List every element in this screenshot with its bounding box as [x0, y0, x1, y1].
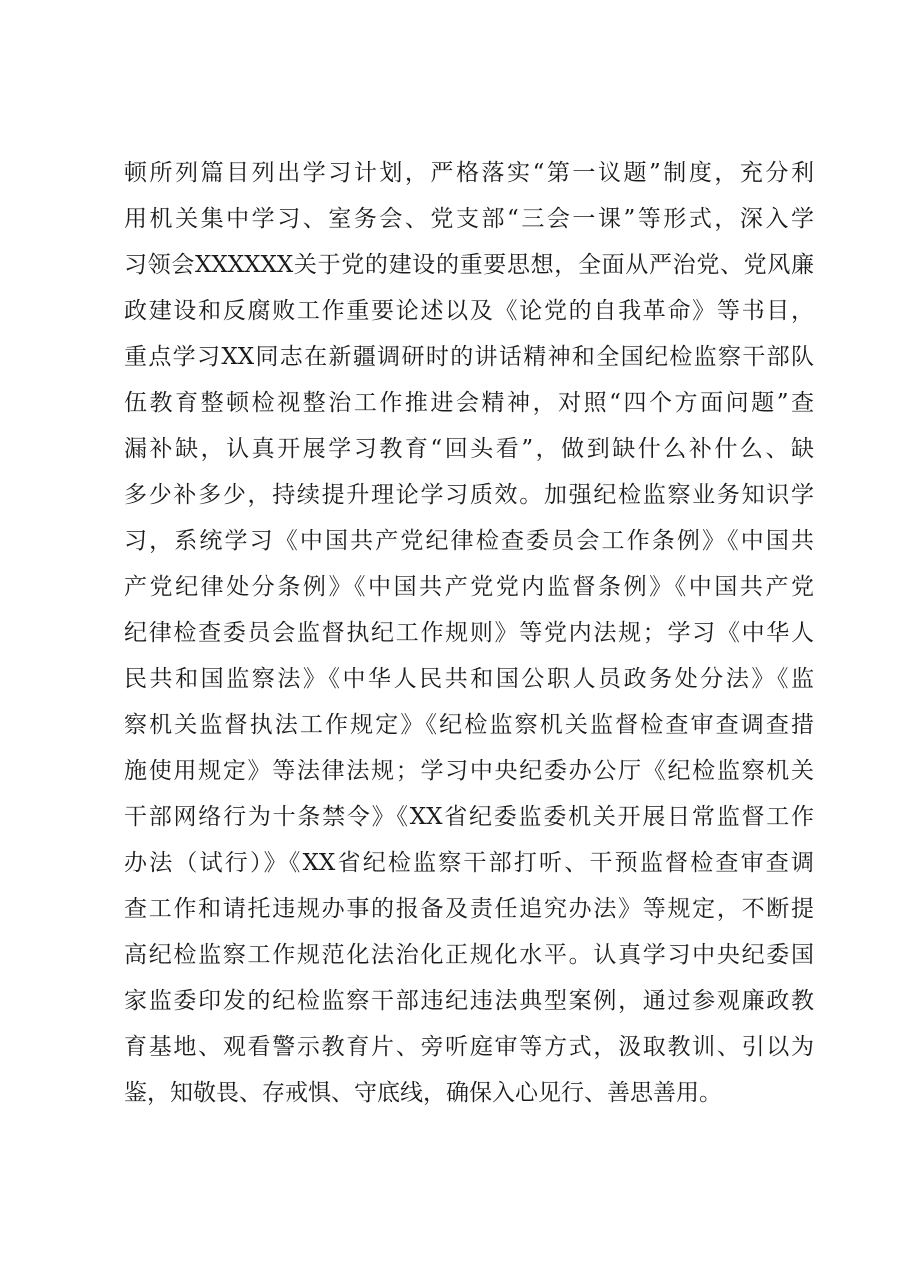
paragraph-line-3: 习领会XXXXXX关于党的建设的重要思想，全面从严治党、党风廉: [124, 252, 814, 278]
paragraph-line-10: 产党纪律处分条例》《中国共产党党内监督条例》《中国共产党: [124, 574, 814, 600]
body-paragraph: [124, 150, 814, 1116]
paragraph-line-14: 施使用规定》等法律法规；学习中央纪委办公厅《纪检监察机关: [124, 758, 814, 784]
paragraph-line-7: 漏补缺，认真开展学习教育“回头看”，做到缺什么补什么、缺: [124, 436, 814, 462]
paragraph-line-13: 察机关监督执法工作规定》《纪检监察机关监督检查审查调查措: [124, 712, 814, 738]
paragraph-line-19: 家监委印发的纪检监察干部违纪违法典型案例，通过参观廉政教: [124, 988, 814, 1014]
paragraph-line-15: 干部网络行为十条禁令》《XX省纪委监委机关开展日常监督工作: [124, 804, 814, 830]
paragraph-line-4: 政建设和反腐败工作重要论述以及《论党的自我革命》等书目，: [124, 298, 814, 324]
paragraph-line-11: 纪律检查委员会监督执纪工作规则》等党内法规；学习《中华人: [124, 620, 814, 646]
paragraph-line-21: 鉴，知敬畏、存戒惧、守底线，确保入心见行、善思善用。: [124, 1080, 722, 1106]
paragraph-line-20: 育基地、观看警示教育片、旁听庭审等方式，汲取教训、引以为: [124, 1034, 814, 1060]
paragraph-line-2: 用机关集中学习、室务会、党支部“三会一课”等形式，深入学: [124, 206, 814, 232]
paragraph-line-17: 查工作和请托违规办事的报备及责任追究办法》等规定，不断提: [124, 896, 814, 922]
paragraph-line-18: 高纪检监察工作规范化法治化正规化水平。认真学习中央纪委国: [124, 942, 814, 968]
paragraph-line-6: 伍教育整顿检视整治工作推进会精神，对照“四个方面问题”查: [124, 390, 814, 416]
paragraph-line-9: 习，系统学习《中国共产党纪律检查委员会工作条例》《中国共: [124, 528, 814, 554]
paragraph-line-8: 多少补多少，持续提升理论学习质效。加强纪检监察业务知识学: [124, 482, 814, 508]
paragraph-line-16: 办法（试行）》《XX省纪检监察干部打听、干预监督检查审查调: [124, 850, 814, 876]
paragraph-line-1: 顿所列篇目列出学习计划，严格落实“第一议题”制度，充分利: [124, 160, 814, 186]
paragraph-line-5: 重点学习XX同志在新疆调研时的讲话精神和全国纪检监察干部队: [124, 344, 814, 370]
paragraph-line-12: 民共和国监察法》《中华人民共和国公职人员政务处分法》《监: [124, 666, 814, 692]
